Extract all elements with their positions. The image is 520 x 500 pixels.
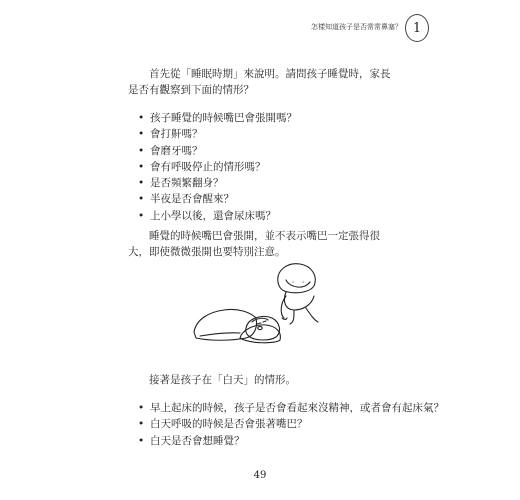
bullet: • — [138, 193, 145, 206]
list-item — [138, 400, 444, 416]
standing-child-arm — [281, 296, 286, 318]
list-item-text: 會打鼾嗎？ — [150, 128, 203, 141]
bullet: • — [138, 177, 145, 190]
standing-child-legs — [290, 308, 318, 324]
list-item-text: 孩子睡覺的時候嘴巴會張開嗎？ — [150, 112, 297, 124]
list-item — [138, 433, 444, 449]
bullet: • — [138, 112, 145, 124]
list-item-text: 是否頻繁翻身？ — [150, 177, 224, 190]
list-item — [138, 143, 297, 159]
list-item-text: 半夜是否會醒來？ — [150, 193, 234, 206]
sleep-question-list — [138, 110, 297, 224]
daytime-intro-paragraph: 接著是孩子在「白天」的情形。 — [149, 374, 296, 386]
mouth-paragraph: 睡覺的時候嘴巴會張開，並不表示嘴巴一定張得很大，即使微微張開也要特別注意。 — [128, 230, 380, 258]
page-number: 49 — [253, 470, 267, 481]
bullet: • — [138, 209, 145, 222]
list-item-text: 會磨牙嗎？ — [150, 144, 203, 157]
bullet: • — [138, 418, 145, 431]
sleeping-child-illustration — [190, 262, 330, 352]
standing-child-face — [286, 280, 310, 287]
list-item — [138, 175, 297, 191]
running-header: 怎樣知道孩子是否常常鼻塞？ — [311, 23, 402, 31]
list-item-text: 白天呼吸的時候是否會張著嘴巴？ — [150, 418, 308, 431]
chapter-number-badge: 1 — [405, 14, 429, 42]
list-item — [138, 110, 297, 126]
open-mouth — [258, 326, 262, 329]
list-item — [138, 159, 297, 175]
list-item-text: 會有呼吸停止的情形嗎？ — [150, 160, 266, 173]
daytime-question-list — [138, 400, 444, 449]
sleeping-child-eyes — [257, 321, 266, 324]
list-item — [138, 191, 297, 207]
bullet: • — [138, 128, 145, 141]
list-item — [138, 416, 444, 432]
blanket-fold — [200, 333, 240, 336]
list-item — [138, 208, 297, 224]
standing-child-hair — [278, 264, 315, 293]
bullet: • — [138, 144, 145, 157]
standing-child-body — [284, 292, 314, 310]
intro-paragraph: 首先從「睡眠時期」來說明。請問孩子睡覺時，家長是否有觀察到下面的情形？ — [128, 68, 391, 96]
list-item-text: 上小學以後，還會尿床嗎？ — [150, 209, 276, 222]
bullet: • — [138, 160, 145, 173]
bullet: • — [138, 402, 145, 414]
list-item-text: 早上起床的時候，孩子是否會看起來沒精神，或者會有起床氣？ — [150, 402, 444, 414]
bullet: • — [138, 434, 145, 447]
list-item-text: 白天是否會想睡覺？ — [150, 434, 245, 447]
list-item — [138, 126, 297, 142]
